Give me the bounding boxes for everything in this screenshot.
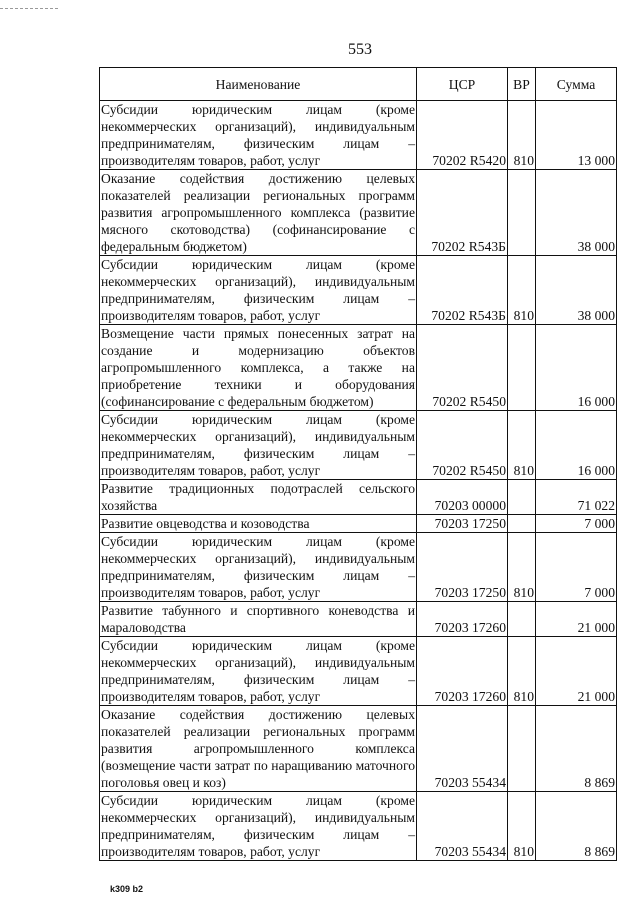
row-vr: 810 xyxy=(508,101,536,170)
row-sum: 21 000 xyxy=(536,602,617,637)
row-sum: 7 000 xyxy=(536,533,617,602)
row-csr: 70202 R543Б xyxy=(417,170,508,256)
row-csr: 70203 55434 xyxy=(417,792,508,861)
row-csr: 70202 R5420 xyxy=(417,101,508,170)
row-name: Оказание содействия достижению целевых показателей реализации региональных программ развития агропромышленного комплекса (развитие мясного скотоводства) (софинансирование с федеральным бюджетом) xyxy=(101,171,415,254)
row-name: Субсидии юридическим лицам (кроме некоммерческих организаций), индивидуальным предпринимателям, физическим лицам – производителям товаров, работ, услуг xyxy=(101,793,415,859)
header-vr: ВР xyxy=(508,68,536,101)
row-csr: 70203 00000 xyxy=(417,480,508,515)
row-name: Субсидии юридическим лицам (кроме некоммерческих организаций), индивидуальным предпринимателям, физическим лицам – производителям товаров, работ, услуг xyxy=(101,412,415,478)
header-sum: Сумма xyxy=(536,68,617,101)
row-csr: 70203 17260 xyxy=(417,602,508,637)
top-dashed-rule xyxy=(0,8,58,9)
row-name: Субсидии юридическим лицам (кроме некоммерческих организаций), индивидуальным предпринимателям, физическим лицам – производителям товаров, работ, услуг xyxy=(101,257,415,323)
row-sum: 8 869 xyxy=(536,706,617,792)
row-vr: 810 xyxy=(508,533,536,602)
row-vr: 810 xyxy=(508,792,536,861)
table-row xyxy=(100,325,617,411)
table-row xyxy=(100,637,617,706)
row-vr xyxy=(508,602,536,637)
table-row xyxy=(100,602,617,637)
page-number: 553 xyxy=(348,41,372,58)
table-row xyxy=(100,480,617,515)
row-csr: 70203 17250 xyxy=(417,515,508,533)
row-name: Возмещение части прямых понесенных затрат на создание и модернизацию объектов агропромышленного комплекса, а также на приобретение техники и оборудования (софинансирование с федеральным бюджетом) xyxy=(101,326,415,409)
table-row xyxy=(100,411,617,480)
row-sum: 38 000 xyxy=(536,170,617,256)
row-vr xyxy=(508,480,536,515)
row-vr: 810 xyxy=(508,411,536,480)
row-vr: 810 xyxy=(508,256,536,325)
row-csr: 70202 R543Б xyxy=(417,256,508,325)
row-sum: 13 000 xyxy=(536,101,617,170)
table-row xyxy=(100,170,617,256)
table-row xyxy=(100,533,617,602)
row-csr: 70203 55434 xyxy=(417,706,508,792)
row-name: Субсидии юридическим лицам (кроме некоммерческих организаций), индивидуальным предпринимателям, физическим лицам – производителям товаров, работ, услуг xyxy=(101,102,415,168)
row-name: Оказание содействия достижению целевых показателей реализации региональных программ развития агропромышленного комплекса (возмещение части затрат по наращиванию маточного поголовья овец и коз) xyxy=(101,707,415,790)
row-sum: 71 022 xyxy=(536,480,617,515)
row-name: Субсидии юридическим лицам (кроме некоммерческих организаций), индивидуальным предпринимателям, физическим лицам – производителям товаров, работ, услуг xyxy=(101,638,415,704)
row-name: Развитие традиционных подотраслей сельского хозяйства xyxy=(101,481,415,513)
row-sum: 21 000 xyxy=(536,637,617,706)
row-name: Развитие табунного и спортивного коневодства и мараловодства xyxy=(101,603,415,635)
row-csr: 70203 17250 xyxy=(417,533,508,602)
table-header-row xyxy=(100,68,617,101)
header-csr: ЦСР xyxy=(417,68,508,101)
table-row xyxy=(100,256,617,325)
row-sum: 16 000 xyxy=(536,325,617,411)
budget-table xyxy=(99,67,617,861)
table-row xyxy=(100,792,617,861)
footer-code: k309 b2 xyxy=(110,884,144,894)
row-vr: 810 xyxy=(508,637,536,706)
row-vr xyxy=(508,706,536,792)
table-row xyxy=(100,706,617,792)
row-sum: 38 000 xyxy=(536,256,617,325)
row-sum: 7 000 xyxy=(536,515,617,533)
header-name: Наименование xyxy=(100,68,417,101)
row-csr: 70203 17260 xyxy=(417,637,508,706)
row-vr xyxy=(508,515,536,533)
table-row xyxy=(100,515,617,533)
row-sum: 16 000 xyxy=(536,411,617,480)
table-row xyxy=(100,101,617,170)
row-name: Развитие овцеводства и козоводства xyxy=(100,515,417,533)
row-vr xyxy=(508,170,536,256)
row-csr: 70202 R5450 xyxy=(417,325,508,411)
row-vr xyxy=(508,325,536,411)
row-csr: 70202 R5450 xyxy=(417,411,508,480)
row-sum: 8 869 xyxy=(536,792,617,861)
row-name: Субсидии юридическим лицам (кроме некоммерческих организаций), индивидуальным предпринимателям, физическим лицам – производителям товаров, работ, услуг xyxy=(101,534,415,600)
